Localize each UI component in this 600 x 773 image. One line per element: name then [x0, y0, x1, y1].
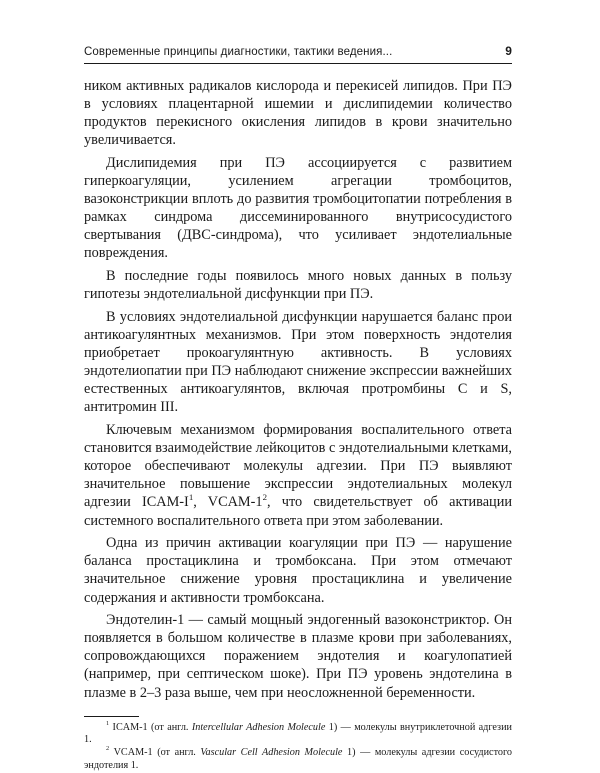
paragraph-2: Дислипидемия при ПЭ ассоциируется с развитием гиперкоагуляции, усилением агрегации тромбоцитов, вазоконстрикции вплоть до развития тромбоцитопатии потребления в рамках синдрома диссеминированного внутрисосудистого свертывания (ДВС-синдрома), что усиливает эндотелиальные повреждения.	[84, 154, 512, 262]
footnote-marker: 2	[106, 745, 110, 753]
book-page	[84, 44, 512, 773]
footnote-1	[84, 719, 512, 747]
footnote-separator	[84, 716, 139, 717]
footnote-lead: ICAM-1 (от англ.	[112, 721, 192, 733]
paragraph-5	[84, 421, 512, 530]
running-title: Современные принципы диагностики, тактики ведения...	[84, 46, 393, 58]
paragraph-5-text-a: Ключевым механизмом формирования воспалительного ответа становится взаимодействие лейкоцитов с эндотелиальными клетками, которое обеспечивают молекулы адгезии. При ПЭ выявляют значительное повышение экспрессии эндотелиальных молекул адгезии ICAM-I	[84, 422, 512, 511]
footnote-tail: 1) — молекулы адгезии сосудистого эндотелия 1.	[84, 747, 512, 771]
running-header	[84, 44, 512, 64]
paragraph-1: ником активных радикалов кислорода и перекисей липидов. При ПЭ в условиях плацентарной ишемии и дислипидемии количество продуктов перекисного окисления липидов в крови значительно увеличивается.	[84, 78, 512, 149]
paragraph-7: Эндотелин-1 — самый мощный эндогенный вазоконстриктор. Он появляется в большом количестве в плазме крови при заболеваниях, сопровождающихся поражением эндотелия и коагулопатией (например, при септическом шоке). При ПЭ уровень эндотелина в плазме в 2–3 раза выше, чем при неосложненной беременности.	[84, 612, 512, 701]
paragraph-4: В условиях эндотелиальной дисфункции нарушается баланс прои антикоагулянтных механизмов. При этом поверхность эндотелия приобретает прокоагулянтную активность. В условиях эндотелиопатии при ПЭ наблюдают снижение экспрессии важнейших естественных антикоагулянтов, включая протромбины C и S, антитромин III.	[84, 308, 512, 416]
footnote-term: Intercellular Adhesion Molecule	[191, 721, 326, 733]
paragraph-3: В последние годы появилось много новых данных в пользу гипотезы эндотелиальной дисфункции при ПЭ.	[84, 268, 512, 303]
footnote-ref-2: 2	[262, 491, 267, 502]
footnote-tail: 1) — молекулы внутриклеточной адгезии 1.	[84, 721, 512, 746]
footnote-term: Vascular Cell Adhesion Molecule	[200, 747, 343, 759]
paragraph-5-text-c: , что свидетельствует об активации системного воспалительного ответа при этом заболевании.	[84, 494, 512, 529]
main-text	[84, 77, 512, 702]
paragraph-6: Одна из причин активации коагуляции при ПЭ — нарушение баланса простациклина и тромбоксана. При этом отмечают значительное снижение уровня простациклина и увеличение содержания и активности тромбоксана.	[84, 535, 512, 606]
footnote-lead: VCAM-1 (от англ.	[113, 747, 201, 759]
footnote-ref-1: 1	[188, 491, 194, 502]
page-number: 9	[505, 44, 512, 58]
footnotes	[84, 719, 512, 773]
footnote-2	[84, 747, 512, 772]
paragraph-5-text-b: , VCAM-1	[193, 494, 263, 511]
footnote-marker: 1	[106, 719, 110, 727]
